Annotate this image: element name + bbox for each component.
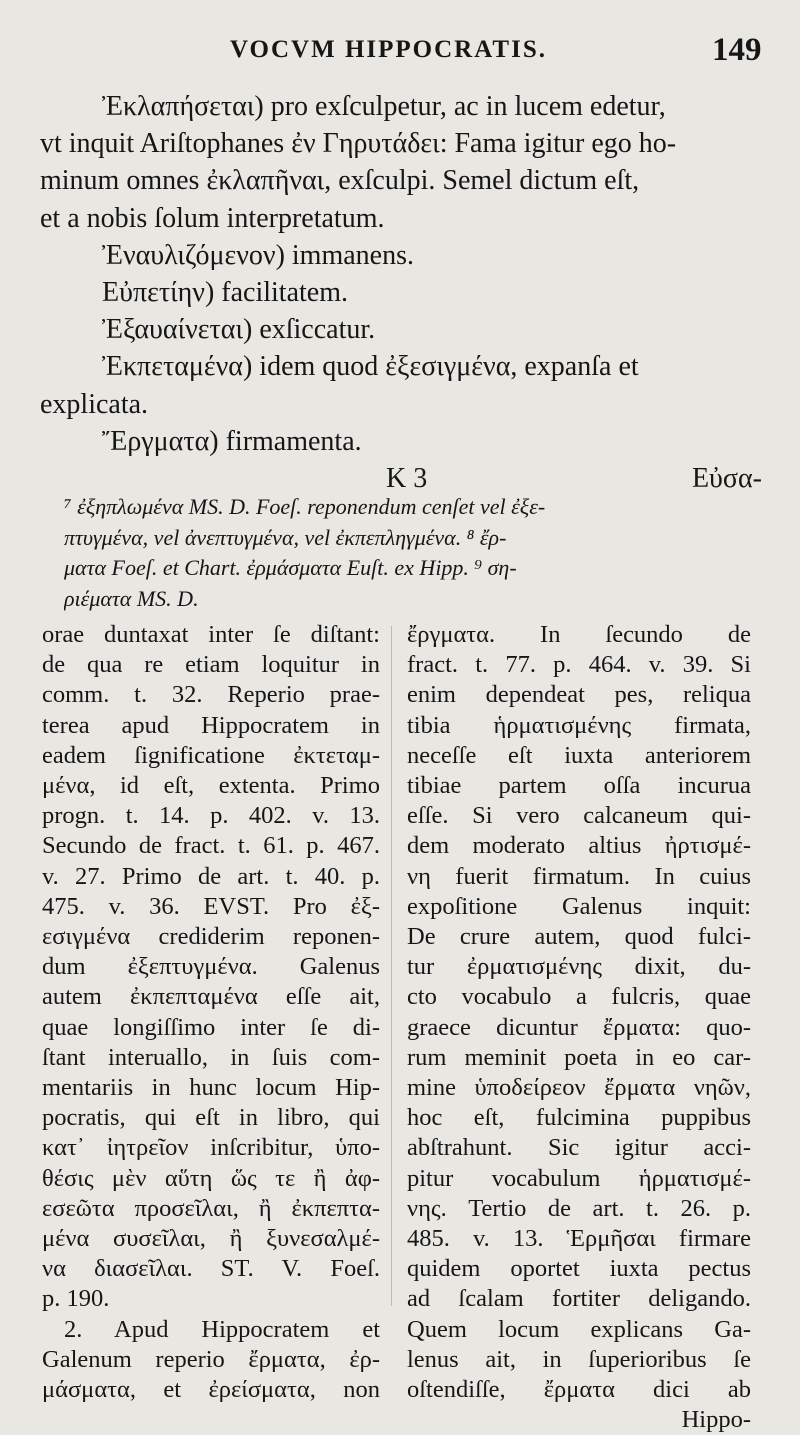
text-line: εσεῶτα προσεῖλαι, ἢ ἐκπεπτα- bbox=[42, 1194, 380, 1222]
text-line: κατ᾽ ἰητρεῖον inſcribitur, ὑπο- bbox=[42, 1134, 380, 1162]
text-line: μάσματα, et ἐρείσματα, non bbox=[42, 1376, 380, 1404]
text-line: tibia ἡρματισμένης firmata, bbox=[407, 711, 751, 739]
text-line: ſtant interuallo, in ſuis com- bbox=[42, 1043, 380, 1071]
entry-eklapesetai-line-2: vt inquit Ariſtophanes ἐν Γηρυτάδει: Fama igitur ego ho- bbox=[40, 128, 677, 160]
entry-ergmata: Ἔργματα) firmamenta. bbox=[102, 425, 362, 457]
text-line: abſtrahunt. Sic igitur acci- bbox=[407, 1134, 751, 1162]
text-line: νης. Tertio de art. t. 26. p. bbox=[407, 1194, 751, 1222]
text-line: autem ἐκπεπταμένα eſſe ait, bbox=[42, 983, 380, 1011]
text-line: lenus ait, in ſuperioribus ſe bbox=[407, 1345, 751, 1373]
text-line: oſtendiſſe, ἔρματα dici ab bbox=[407, 1376, 751, 1404]
text-line: cto vocabulo a fulcris, quae bbox=[407, 983, 751, 1011]
page-header bbox=[0, 30, 800, 76]
text-line: να διασεῖλαι. ST. V. Foeſ. bbox=[42, 1255, 380, 1283]
entry-enaulizomenon: Ἐναυλιζόμενον) immanens. bbox=[102, 239, 414, 271]
footnote-line: πτυγμένα, vel ἀνεπτυγμένα, vel ἐκπεπληγμένα. ⁸ ἔρ- bbox=[64, 524, 507, 550]
text-line: hoc eſt, fulcimina puppibus bbox=[407, 1104, 751, 1132]
page-number: 149 bbox=[712, 32, 762, 68]
text-line: 2. Apud Hippocratem et bbox=[64, 1315, 380, 1343]
text-line: pocratis, qui eſt in libro, qui bbox=[42, 1104, 380, 1132]
signature-mark: K 3 bbox=[386, 463, 428, 495]
text-line: μένα συσεῖλαι, ἢ ξυνεσαλμέ- bbox=[42, 1225, 380, 1253]
text-line: progn. t. 14. p. 402. v. 13. bbox=[42, 802, 380, 830]
text-line: 485. v. 13. Ἑρμῆσαι firmare bbox=[407, 1225, 751, 1253]
entry-ekpetamena-line-1: Ἐκπεταμένα) idem quod ἐξεσιγμένα, expanſa et bbox=[102, 351, 639, 383]
text-line: μένα, id eſt, extenta. Primo bbox=[42, 772, 380, 800]
text-line: p. 190. bbox=[42, 1285, 110, 1313]
text-line: De crure autem, quod fulci- bbox=[407, 923, 751, 951]
text-line: rum meminit poeta in eo car- bbox=[407, 1043, 751, 1071]
text-line: εσιγμένα crediderim reponen- bbox=[42, 923, 380, 951]
text-line: eadem ſignificatione ἐκτεταμ- bbox=[42, 741, 380, 769]
text-line: de qua re etiam loquitur in bbox=[42, 651, 380, 679]
footnote-line: ματα Foeſ. et Chart. ἐρμάσματα Euſt. ex Hipp. ⁹ ση- bbox=[64, 555, 517, 580]
text-line: νη fuerit firmatum. In cuius bbox=[407, 862, 751, 890]
entry-eupetien: Εὐπετίην) facilitatem. bbox=[102, 277, 348, 309]
entry-eklapesetai-line-3: minum omnes ἐκλαπῆναι, exſculpi. Semel dictum eſt, bbox=[40, 165, 640, 197]
entry-eklapesetai-line-1: Ἐκλαπήσεται) pro exſculpetur, ac in lucem edetur, bbox=[102, 91, 666, 122]
right-column bbox=[407, 620, 751, 1435]
text-line: tibiae partem oſſa incurua bbox=[407, 772, 751, 800]
catchword-column: Hippo- bbox=[681, 1406, 751, 1434]
running-title: VOCVM HIPPOCRATIS. bbox=[230, 36, 547, 63]
text-line: eſſe. Si vero calcaneum qui- bbox=[407, 802, 751, 830]
text-line: mine ὑποδείρεον ἔρματα νηῶν, bbox=[407, 1074, 751, 1102]
text-line: Galenum reperio ἔρματα, ἐρ- bbox=[42, 1345, 380, 1373]
main-text bbox=[40, 88, 764, 498]
text-line: terea apud Hippocratem in bbox=[42, 711, 380, 739]
text-line: dum ἐξεπτυγμένα. Galenus bbox=[42, 953, 380, 981]
text-line: mentariis in hunc locum Hip- bbox=[42, 1074, 380, 1102]
column-divider bbox=[391, 626, 392, 1306]
text-line: ad ſcalam fortiter deligando. bbox=[407, 1285, 751, 1313]
text-line: tur ἐρματισμένης dixit, du- bbox=[407, 953, 751, 981]
text-line: v. 27. Primo de art. t. 40. p. bbox=[42, 862, 380, 890]
text-line: quae longiſſimo inter ſe di- bbox=[42, 1013, 380, 1041]
text-line: graece dicuntur ἔρματα: quo- bbox=[407, 1013, 751, 1041]
text-line: comm. t. 32. Reperio prae- bbox=[42, 681, 380, 709]
text-line: expoſitione Galenus inquit: bbox=[407, 892, 751, 920]
footnotes bbox=[64, 492, 764, 614]
entry-ekpetamena-line-2: explicata. bbox=[40, 388, 149, 420]
entry-exauainetai: Ἐξαυαίνεται) exſiccatur. bbox=[102, 314, 376, 346]
entry-eklapesetai-line-4: et a nobis ſolum interpretatum. bbox=[40, 202, 385, 234]
text-line: orae duntaxat inter ſe diſtant: bbox=[42, 621, 380, 648]
text-line: fract. t. 77. p. 464. v. 39. Si bbox=[407, 651, 751, 679]
text-line: enim dependeat pes, reliqua bbox=[407, 681, 751, 709]
text-line: Secundo de fract. t. 61. p. 467. bbox=[42, 832, 380, 860]
text-line: quidem oportet iuxta pectus bbox=[407, 1255, 751, 1283]
footnote-line: ριέματα MS. D. bbox=[64, 585, 199, 611]
text-line: dem moderato altius ἠρτισμέ- bbox=[407, 832, 751, 860]
footnote-line: ⁷ ἐξηπλωμένα MS. D. Foeſ. reponendum cenſet vel ἐξε- bbox=[64, 494, 546, 519]
text-line: ἔργματα. In ſecundo de bbox=[407, 621, 751, 648]
text-line: 475. v. 36. EVST. Pro ἐξ- bbox=[42, 892, 380, 920]
text-line: pitur vocabulum ἡρματισμέ- bbox=[407, 1164, 751, 1192]
left-column bbox=[42, 620, 380, 1405]
text-line: Quem locum explicans Ga- bbox=[407, 1315, 751, 1343]
text-line: neceſſe eſt iuxta anteriorem bbox=[407, 741, 751, 769]
text-line: θέσις μὲν αὕτη ὥς τε ἢ ἀφ- bbox=[42, 1164, 380, 1192]
catchword: Εὐσα- bbox=[691, 463, 762, 495]
